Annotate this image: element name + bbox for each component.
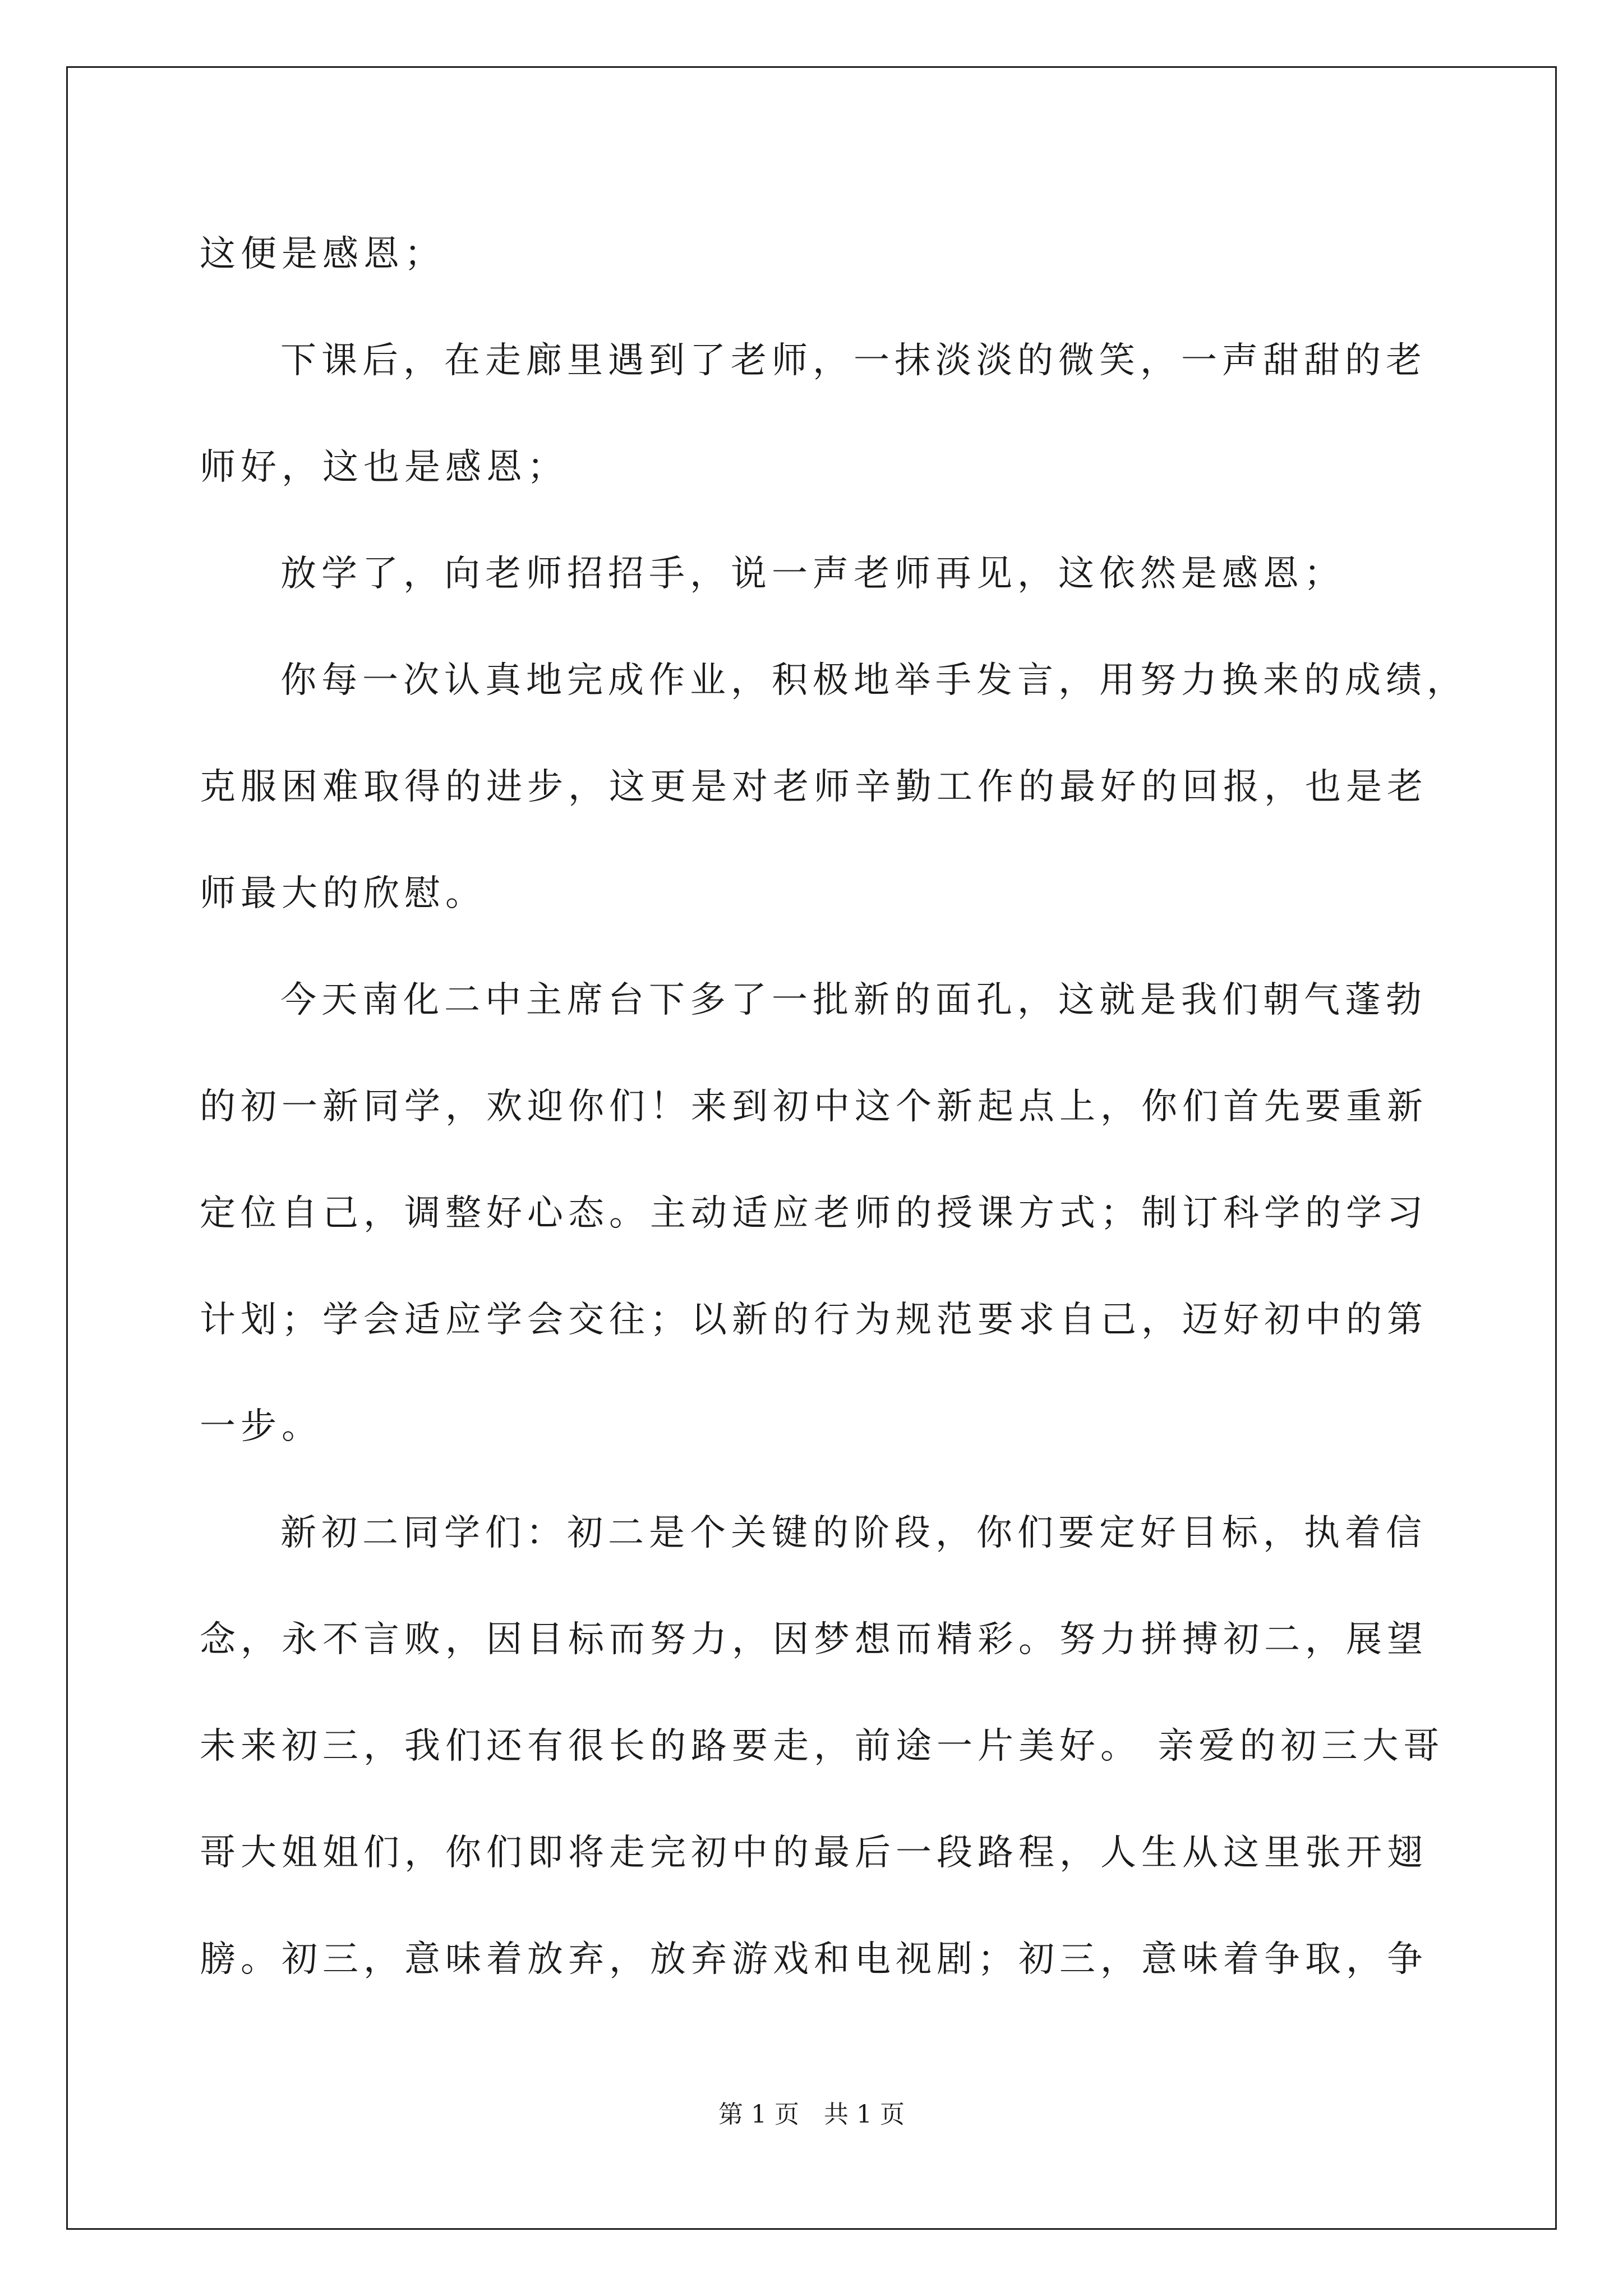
text-line: 念，永不言败，因目标而努力，因梦想而精彩。努力拼搏初二，展望 — [200, 1619, 1428, 1660]
page-border — [66, 66, 1557, 2230]
text-line: 放学了，向老师招招手，说一声老师再见，这依然是感恩； — [280, 553, 1345, 595]
text-line: 克服困难取得的进步，这更是对老师辛勤工作的最好的回报，也是老 — [200, 766, 1428, 808]
text-line: 师最大的欣慰。 — [200, 873, 486, 914]
text-line: 新初二同学们：初二是个关键的阶段，你们要定好目标，执着信 — [280, 1512, 1427, 1554]
text-line: 哥大姐姐们，你们即将走完初中的最后一段路程，人生从这里张开翅 — [200, 1832, 1428, 1874]
text-line: 的初一新同学，欢迎你们！来到初中这个新起点上，你们首先要重新 — [200, 1086, 1428, 1128]
text-line: 一步。 — [200, 1406, 322, 1447]
text-line: 这便是感恩； — [200, 233, 445, 275]
text-line: 你每一次认真地完成作业，积极地举手发言，用努力换来的成绩， — [280, 660, 1468, 701]
text-line: 师好，这也是感恩； — [200, 447, 568, 488]
page-number-footer: 第 1 页 共 1 页 — [718, 2100, 905, 2129]
text-line: 定位自己，调整好心态。主动适应老师的授课方式；制订科学的学习 — [200, 1193, 1428, 1234]
text-line: 下课后，在走廊里遇到了老师，一抹淡淡的微笑，一声甜甜的老 — [280, 340, 1427, 381]
text-line: 未来初三，我们还有很长的路要走，前途一片美好。 亲爱的初三大哥 — [200, 1726, 1445, 1767]
text-line: 今天南化二中主席台下多了一批新的面孔，这就是我们朝气蓬勃 — [280, 979, 1427, 1021]
text-line: 计划；学会适应学会交往；以新的行为规范要求自己，迈好初中的第 — [200, 1299, 1428, 1341]
text-line: 膀。初三，意味着放弃，放弃游戏和电视剧；初三，意味着争取，争 — [200, 1939, 1428, 1980]
